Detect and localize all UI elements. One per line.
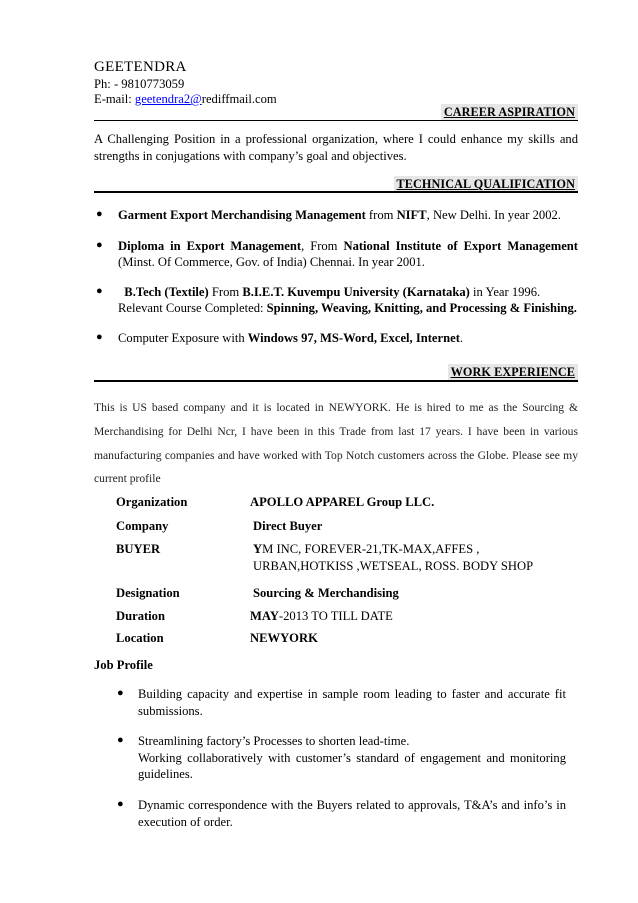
- candidate-name: GEETENDRA: [94, 59, 187, 75]
- phone-number: Ph: - 9810773059: [94, 77, 185, 91]
- technical-item-1: ● Garment Export Merchandising Management from NIFT, New Delhi. In year 2002.: [96, 208, 561, 222]
- bullet-icon: ●: [117, 687, 124, 699]
- bullet-icon: ●: [117, 734, 124, 747]
- job-profile-list: [94, 686, 566, 830]
- work-divider: [94, 380, 578, 382]
- job-profile-item: ● Streamlining factory’s Processes to shorten lead-time. Working collaboratively with customer’s standard of engagement and monitoring guidelines.: [117, 734, 566, 782]
- career-aspiration-text: A Challenging Position in a professional organization, where I could enhance my skills and strengths in conjugations with company’s goal and objectives.: [94, 132, 578, 163]
- technical-qualification-heading: TECHNICAL QUALIFICATION: [394, 176, 578, 192]
- bullet-icon: ●: [96, 208, 103, 220]
- technical-item-2: ● Diploma in Export Management, From National Institute of Export Management (Minst. Of Commerce, Gov. of India) Chennai. In year 2001.: [96, 238, 578, 270]
- bullet-icon: ●: [96, 331, 103, 344]
- technical-item-3: ● B.Tech (Textile) From B.I.E.T. Kuvempu University (Karnataka) in Year 1996. Relevant Course Completed: Spinning, Weaving, Knitting, and Processing & Finishing.: [96, 284, 577, 316]
- career-aspiration-heading: CAREER ASPIRATION: [441, 104, 578, 120]
- bullet-icon: ●: [96, 238, 103, 251]
- email-line: [94, 91, 277, 108]
- email-label: E-mail:: [94, 92, 135, 106]
- bullet-icon: ●: [117, 798, 124, 811]
- bullet-icon: ●: [96, 284, 103, 297]
- work-experience-text: This is US based company and it is located in NEWYORK. He is hired to me as the Sourcing & Merchandising for Delhi Ncr, I have been in this Trade from last 17 years. I have been in various manufacturing companies and have worked with Top Notch customers across the Globe. Please see my current profile: [94, 401, 578, 486]
- work-experience-heading: WORK EXPERIENCE: [448, 364, 578, 380]
- job-profile-heading: Job Profile: [94, 658, 153, 672]
- technical-item-4: ● Computer Exposure with Windows 97, MS-Word, Excel, Internet.: [96, 331, 464, 346]
- technical-divider: [94, 191, 578, 193]
- career-divider: [94, 120, 578, 121]
- email-link[interactable]: geetendra2@: [134, 92, 202, 106]
- job-profile-item: ● Building capacity and expertise in sample room leading to faster and accurate fit submissions.: [117, 687, 566, 718]
- job-profile-item: ● Dynamic correspondence with the Buyers related to approvals, T&A’s and info’s in execution of order.: [117, 798, 566, 829]
- email-domain: rediffmail.com: [201, 92, 277, 106]
- technical-list: [94, 207, 578, 347]
